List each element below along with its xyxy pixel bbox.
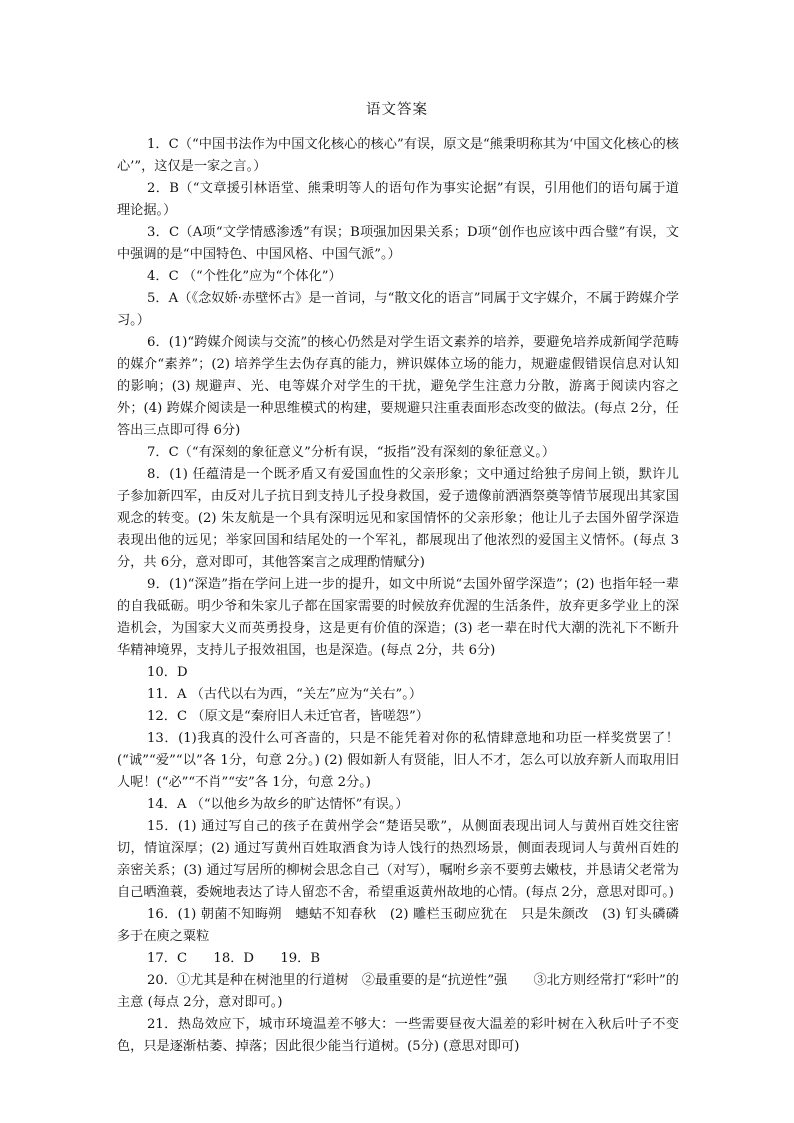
answer-item-3: 3．C（A项“文学情感渗透”有误；B项强加因果关系；D项“创作也应该中西合璧”有误，文中强调的是“中国特色、中国风格、中国气派”。） — [117, 225, 679, 262]
answer-item-20: 20．①尤其是种在树池里的行道树 ②最重要的是“抗逆性”强 ③北方则经常打“彩叶”的主意 (每点 2分，意对即可。) — [117, 973, 679, 1010]
answer-item-10: 10．D — [147, 665, 188, 680]
answer-item-21: 21．热岛效应下，城市环境温差不够大：一些需要昼夜大温差的彩叶树在入秋后叶子不变色，只是逐渐枯萎、掉落；因此很少能当行道树。(5分) (意思对即可) — [117, 1017, 679, 1054]
answer-item-15: 15．(1) 通过写自己的孩子在黄州学会“楚语吴歌”，从侧面表现出词人与黄州百姓交往密切，情谊深厚；(2) 通过写黄州百姓取酒食为诗人饯行的热烈场景，侧面表现词人与黄州百姓的亲密关系；(3) 通过写居所的柳树会思念自己（对写），嘱咐乡亲不要剪去嫩枝，并恳请父老常为自己晒渔蓑，委婉地表达了诗人留恋不舍，希望重返黄州故地的心情。(每点 2分，意思对即可。) — [117, 819, 679, 900]
answer-item-8: 8．(1) 任蕴清是一个既矛盾又有爱国血性的父亲形象；文中通过给独子房间上锁，默许儿子参加新四军，由反对儿子抗日到支持儿子投身救国，爱子遗像前洒酒祭奠等情节展现出其家国观念的转变。(2) 朱友航是一个具有深明远见和家国情怀的父亲形象；他让儿子去国外留学深造表现出他的远见；举家回国和结尾处的一个军礼，都展现出了他浓烈的爱国主义情怀。(每点 3分，共 6分，意对即可，其他答案言之成理酌情赋分) — [117, 467, 679, 570]
answer-list — [117, 134, 693, 1058]
answer-item-6: 6．(1)“跨媒介阅读与交流”的核心仍然是对学生语文素养的培养，要避免培养成新闻学范畴的媒介“素养”；(2) 培养学生去伪存真的能力，辨识媒体立场的能力，规避虚假错误信息对认知的影响；(3) 规避声、光、电等媒介对学生的干扰，避免学生注意力分散，游离于阅读内容之外；(4) 跨媒介阅读是一种思维模式的构建，要规避只注重表面形态改变的做法。(每点 2分，任答出三点即可得 6分) — [117, 335, 679, 438]
page-title: 语文答案 — [366, 102, 428, 118]
answer-item-12: 12．C （原文是“秦府旧人未迁官者，皆嗟怨”） — [147, 709, 429, 724]
answer-item-14: 14．A （“以他乡为故乡的旷达情怀”有误。） — [147, 797, 409, 812]
answer-item-11: 11．A （古代以右为西，“关左”应为“关右”。） — [147, 687, 423, 702]
answer-item-17-19: 17．C 18．D 19．B — [147, 951, 321, 966]
answer-item-13: 13．(1)我真的没什么可吝啬的，只是不能凭着对你的私情肆意地和功臣一样奖赏罢了！(“诚”“爱”“以”各 1分，句意 2分。) (2) 假如新人有贤能，旧人不才，怎么可以放弃新人而取用旧人呢！(“必”“不肖”“安”各 1分，句意 2分。) — [117, 731, 679, 790]
answer-item-16: 16．(1) 朝菌不知晦朔 蟪蛄不知春秋 (2) 雕栏玉砌应犹在 只是朱颜改 (3) 钉头磷磷 多于在庾之粟粒 — [117, 907, 693, 944]
answer-item-1: 1．C（“中国书法作为中国文化核心的核心”有误，原文是“熊秉明称其为‘中国文化核心的核心’”，这仅是一家之言。） — [117, 137, 679, 174]
answer-item-7: 7．C（“有深刻的象征意义”分析有误，“扳指”没有深刻的象征意义。） — [147, 445, 556, 460]
answer-item-9: 9．(1)“深造”指在学问上进一步的提升，如文中所说“去国外留学深造”；(2) 也指年轻一辈的自我砥砺。明少爷和朱家儿子都在国家需要的时候放弃优渥的生活条件，放弃更多学业上的深造机会，为国家大义而英勇投身，这是更有价值的深造；(3) 老一辈在时代大潮的洗礼下不断升华精神境界，支持儿子报效祖国，也是深造。(每点 2分，共 6分) — [117, 577, 679, 658]
answer-item-2: 2．B（“文章援引林语堂、熊秉明等人的语句作为事实论据”有误，引用他们的语句属于道理论据。） — [117, 181, 679, 218]
answer-item-4: 4．C （“个性化”应为“个体化”） — [147, 269, 342, 284]
answer-item-5: 5．A（《念奴娇·赤壁怀古》是一首词，与“散文化的语言”同属于文字媒介，不属于跨媒介学习。） — [117, 291, 679, 328]
